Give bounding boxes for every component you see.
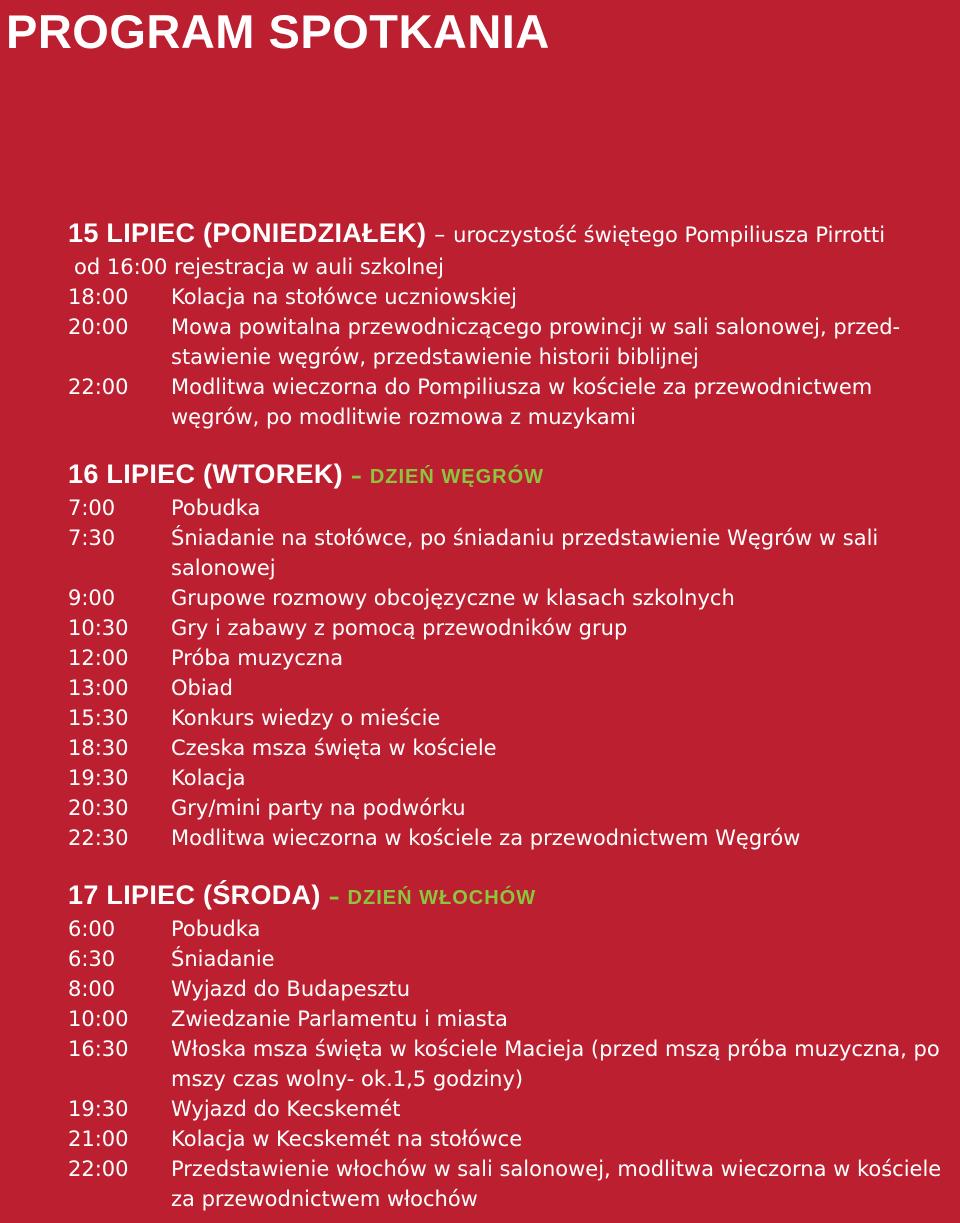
day-section-17-lipiec: [68, 876, 953, 1214]
schedule-description: Modlitwa wieczorna w kościele za przewodnictwem Węgrów: [171, 826, 801, 850]
schedule-time: 20:00: [68, 315, 129, 339]
schedule-time: 15:30: [68, 706, 129, 730]
schedule-description: Włoska msza święta w kościele Macieja (przed mszą próba muzyczna, po mszy czas wolny- ok.1,5 godziny): [171, 1037, 940, 1091]
schedule-time: 19:30: [68, 1097, 129, 1121]
schedule-row: [68, 523, 953, 583]
day-section-16-lipiec: [68, 455, 953, 853]
page-title: PROGRAM SPOTKANIA: [6, 5, 550, 58]
schedule-description: Obiad: [171, 676, 233, 700]
schedule-time: 10:00: [68, 1007, 129, 1031]
schedule-description: Śniadanie: [171, 947, 275, 971]
schedule-row: [68, 944, 953, 974]
schedule-row: [68, 763, 953, 793]
schedule-row: [68, 793, 953, 823]
schedule-time: 21:00: [68, 1127, 129, 1151]
schedule-row: [68, 974, 953, 1004]
day-header: [68, 876, 953, 914]
schedule-description: Gry i zabawy z pomocą przewodników grup: [171, 616, 628, 640]
schedule-description: Próba muzyczna: [171, 646, 344, 670]
schedule-description: Czeska msza święta w kościele: [171, 736, 497, 760]
schedule-description: Kolacja w Kecskemét na stołówce: [171, 1127, 523, 1151]
schedule-time: 13:00: [68, 676, 129, 700]
day-separator: –: [434, 223, 446, 248]
day-separator: –: [350, 464, 362, 489]
day-header: [68, 455, 953, 493]
day-separator: –: [328, 885, 340, 910]
schedule-row: [68, 914, 953, 944]
schedule-row: [68, 1004, 953, 1034]
schedule-description: Śniadanie na stołówce, po śniadaniu przedstawienie Węgrów w sali salonowej: [171, 526, 879, 580]
schedule-time: 8:00: [68, 977, 116, 1001]
schedule-row: [68, 1094, 953, 1124]
schedule-row: [68, 1124, 953, 1154]
schedule-row: [68, 312, 953, 372]
schedule-row: [68, 703, 953, 733]
schedule-row: [68, 282, 953, 312]
schedule-time: 7:00: [68, 496, 116, 520]
schedule-time: 22:30: [68, 826, 129, 850]
day-title: 17 LIPIEC (ŚRODA): [68, 880, 321, 910]
schedule-time: 19:30: [68, 766, 129, 790]
day-description: uroczystość świętego Pompiliusza Pirrotti: [453, 223, 886, 247]
schedule-row: [68, 673, 953, 703]
schedule-time: 10:30: [68, 616, 129, 640]
schedule-row: [68, 643, 953, 673]
registration-note: od 16:00 rejestracja w auli szkolnej: [74, 255, 444, 279]
schedule-description: Kolacja na stołówce uczniowskiej: [171, 285, 517, 309]
schedule-description: Wyjazd do Budapesztu: [171, 977, 411, 1001]
schedule-time: 12:00: [68, 646, 129, 670]
schedule-time: 16:30: [68, 1037, 129, 1061]
schedule-row: [68, 613, 953, 643]
schedule-row: [68, 1154, 953, 1214]
schedule-row: [68, 1034, 953, 1094]
schedule-time: 22:00: [68, 375, 129, 399]
schedule-description: Konkurs wiedzy o mieście: [171, 706, 441, 730]
schedule-description: Wyjazd do Kecskemét: [171, 1097, 401, 1121]
schedule-description: Pobudka: [171, 917, 261, 941]
day-theme: DZIEŃ WŁOCHÓW: [347, 887, 537, 909]
schedule-time: 6:00: [68, 917, 116, 941]
day-title: 15 LIPIEC (PONIEDZIAŁEK): [68, 218, 427, 248]
schedule-time: 18:00: [68, 285, 129, 309]
schedule-time: 9:00: [68, 586, 116, 610]
schedule-description: Modlitwa wieczorna do Pompiliusza w kościele za przewodnictwem węgrów, po modlitwie rozmowa z muzykami: [171, 375, 873, 429]
schedule-row: [68, 733, 953, 763]
schedule-row: [68, 823, 953, 853]
schedule-time: 22:00: [68, 1157, 129, 1181]
schedule-time: 6:30: [68, 947, 116, 971]
schedule-description: Mowa powitalna przewodniczącego prowincji w sali salonowej, przed- stawienie węgrów, przedstawienie historii biblijnej: [171, 315, 901, 369]
schedule-time: 20:30: [68, 796, 129, 820]
schedule-description: Kolacja: [171, 766, 246, 790]
schedule-description: Gry/mini party na podwórku: [171, 796, 466, 820]
day-header: [68, 214, 953, 252]
schedule-description: Zwiedzanie Parlamentu i miasta: [171, 1007, 508, 1031]
schedule-row: [68, 372, 953, 432]
schedule-time: 7:30: [68, 526, 116, 550]
schedule-time: 18:30: [68, 736, 129, 760]
schedule-row: [68, 583, 953, 613]
schedule-row: [68, 493, 953, 523]
schedule-description: Pobudka: [171, 496, 261, 520]
day-section-15-lipiec: [68, 214, 953, 432]
day-title: 16 LIPIEC (WTOREK): [68, 459, 343, 489]
schedule-description: Przedstawienie włochów w sali salonowej, modlitwa wieczorna w kościele za przewodnictwem włochów: [171, 1157, 942, 1211]
day-theme: DZIEŃ WĘGRÓW: [369, 466, 545, 488]
schedule-description: Grupowe rozmowy obcojęzyczne w klasach szkolnych: [171, 586, 735, 610]
